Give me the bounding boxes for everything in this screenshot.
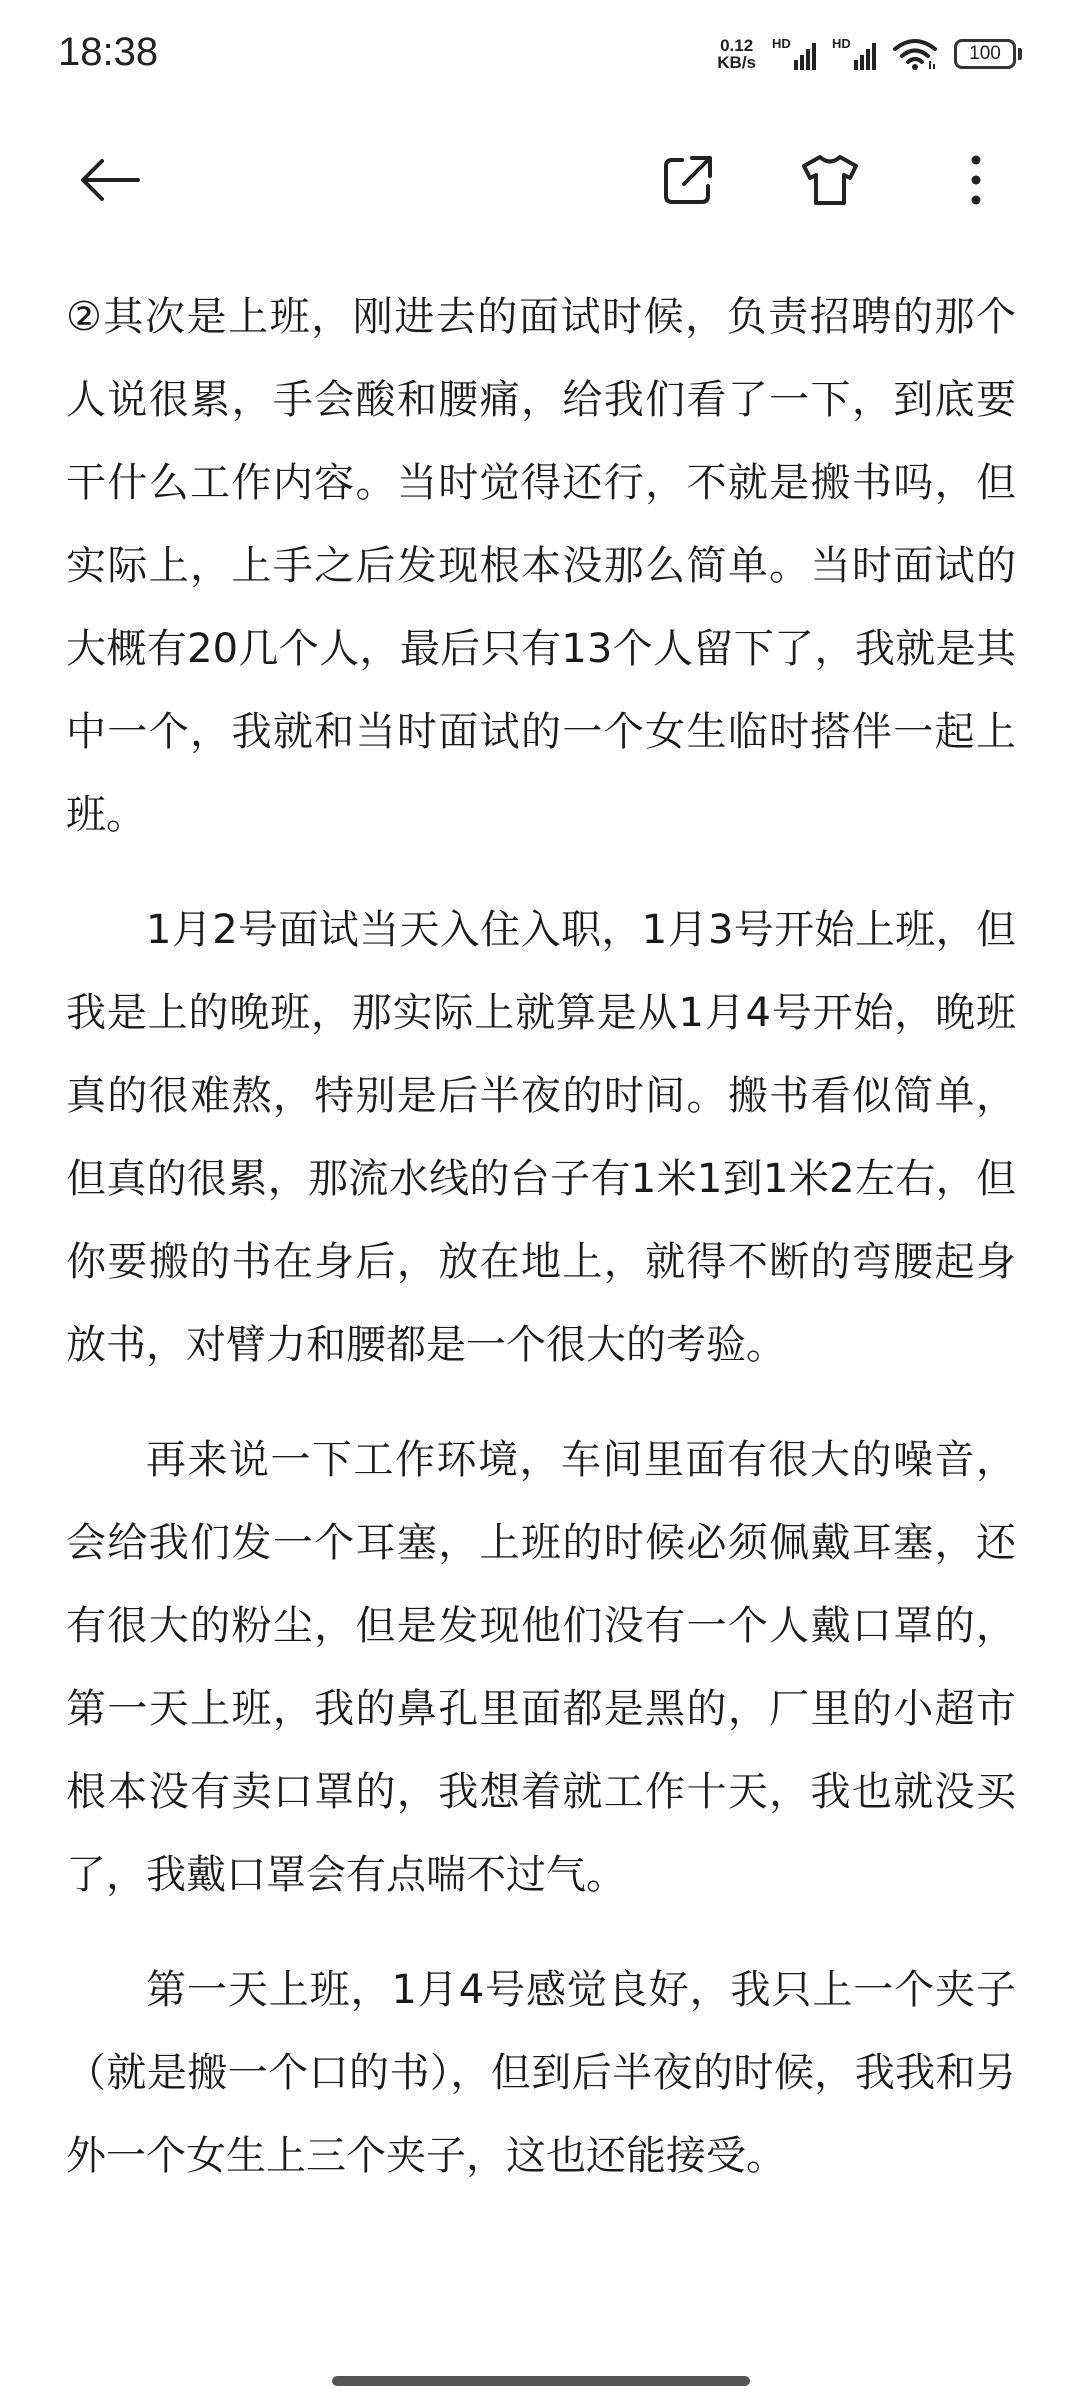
signal-bars-icon — [840, 40, 880, 70]
battery-level: 100 — [954, 39, 1016, 69]
signal-2 — [832, 36, 882, 72]
article-paragraph: ②其次是上班，刚进去的面试时候，负责招聘的那个人说很累，手会酸和腰痛，给我们看了一下，到底要干什么工作内容。当时觉得还行，不就是搬书吗，但实际上，上手之后发现根本没那么简单。当时面试的大概有20几个人，最后只有13个人留下了，我就是其中一个，我就和当时面试的一个女生临时搭伴一起上班。 — [66, 294, 1016, 838]
battery-tip — [1018, 48, 1022, 60]
top-toolbar — [0, 140, 1080, 220]
theme-button[interactable] — [790, 140, 870, 220]
network-speed — [717, 37, 756, 71]
tshirt-icon — [800, 152, 860, 208]
article-content — [66, 276, 1016, 2230]
signal-bars-icon — [780, 40, 820, 70]
status-icons — [717, 36, 1022, 72]
status-bar — [0, 0, 1080, 120]
share-button[interactable] — [648, 140, 728, 220]
wifi-icon — [892, 37, 938, 71]
article-paragraph: 第一天上班，1月4号感觉良好，我只上一个夹子（就是搬一个口的书），但到后半夜的时候，我我和另外一个女生上三个夹子，这也还能接受。 — [66, 1967, 1016, 2179]
article-paragraph: 1月2号面试当天入住入职，1月3号开始上班，但我是上的晚班，那实际上就算是从1月4号开始，晚班真的很难熬，特别是后半夜的时间。搬书看似简单，但真的很累，那流水线的台子有1米1到1米2左右，但你要搬的书在身后，放在地上，就得不断的弯腰起身放书，对臂力和腰都是一个很大的考验。 — [66, 907, 1016, 1368]
signal-1 — [772, 36, 822, 72]
battery-indicator — [954, 39, 1022, 69]
home-indicator[interactable] — [332, 2376, 750, 2386]
signal-2-hd-label: HD — [832, 36, 851, 51]
more-options-button[interactable] — [936, 140, 1016, 220]
signal-1-hd-label: HD — [772, 36, 791, 51]
status-time: 18:38 — [58, 30, 159, 74]
back-button[interactable] — [70, 140, 150, 220]
more-vertical-icon — [968, 152, 984, 208]
share-external-icon — [660, 152, 716, 208]
arrow-left-icon — [78, 156, 142, 204]
network-speed-unit: KB/s — [717, 53, 756, 72]
network-speed-value: 0.12 — [720, 36, 754, 55]
article-paragraph: 再来说一下工作环境，车间里面有很大的噪音，会给我们发一个耳塞，上班的时候必须佩戴耳塞，还有很大的粉尘，但是发现他们没有一个人戴口罩的，第一天上班，我的鼻孔里面都是黑的，厂里的小超市根本没有卖口罩的，我想着就工作十天，我也就没买了，我戴口罩会有点喘不过气。 — [66, 1437, 1016, 1898]
